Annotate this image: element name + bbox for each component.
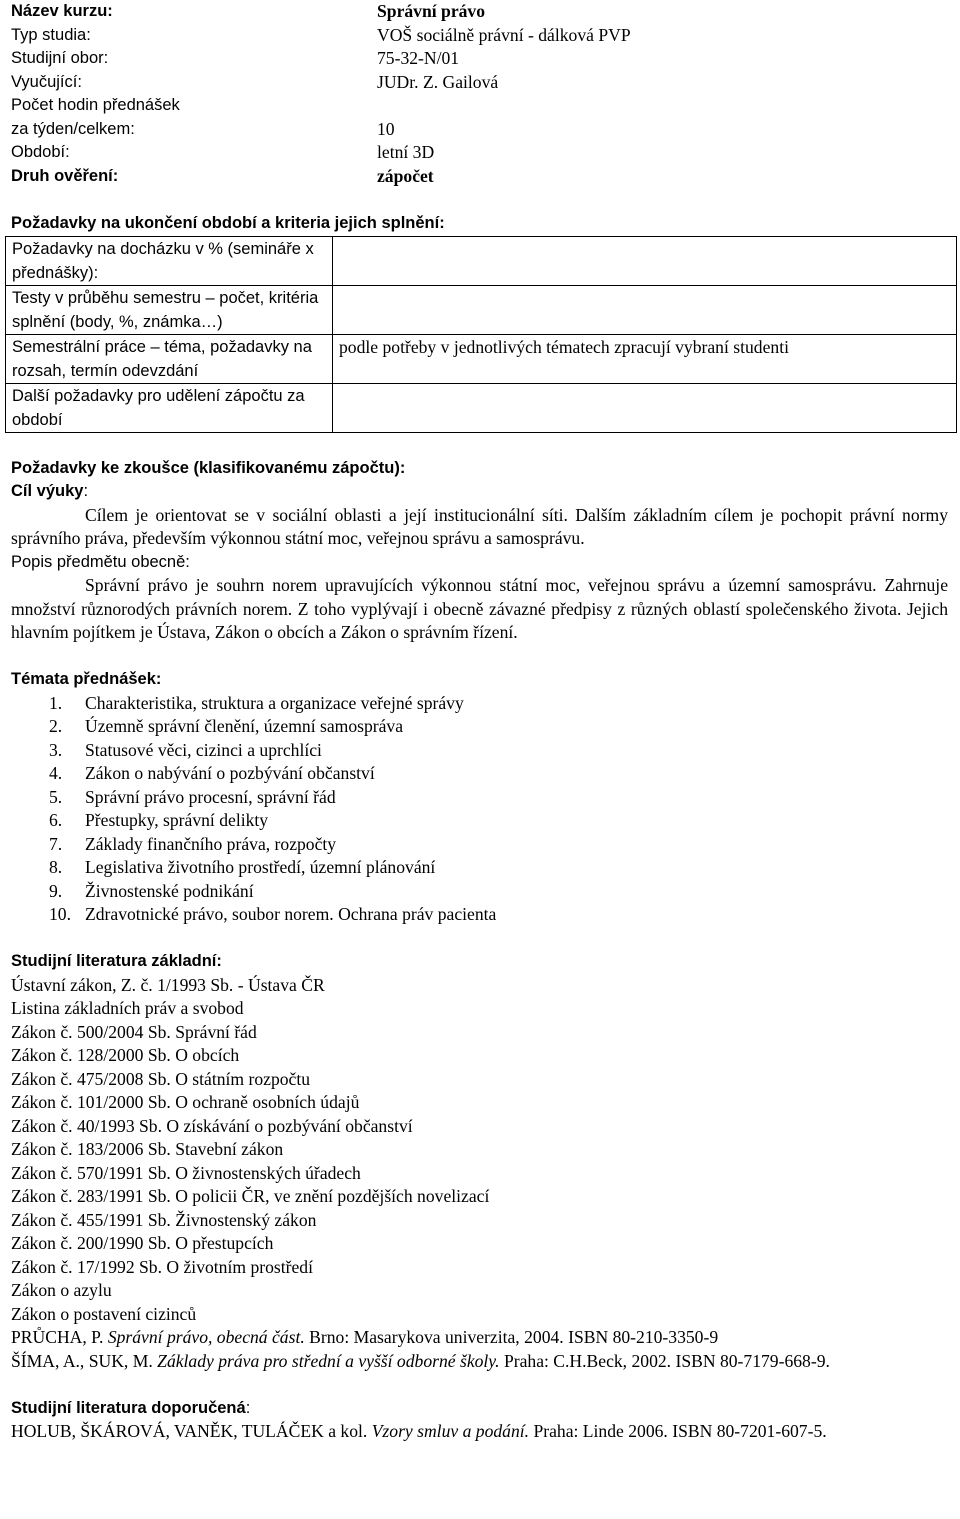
- book-title: Vzory smluv a podání.: [371, 1421, 530, 1441]
- list-item: Zákon č. 40/1993 Sb. O získávání o pozbývání občanství: [11, 1115, 413, 1136]
- list-item: Zákon č. 283/1991 Sb. O policii ČR, ve znění pozdějších novelizací: [11, 1186, 490, 1206]
- topic-number-cell: [11, 880, 85, 904]
- list-item: Zákon o azylu: [11, 1280, 112, 1300]
- topics-heading: Témata přednášek:: [11, 670, 162, 688]
- topic-text: Živnostenské podnikání: [85, 880, 254, 901]
- literature-basic-list: [11, 974, 960, 1327]
- list-item: [11, 762, 960, 786]
- topic-text: Územně správní členění, územní samospráva: [85, 716, 404, 736]
- goal-heading: [11, 480, 960, 504]
- topic-number-cell: [11, 786, 85, 810]
- topic-number-cell: [11, 856, 85, 880]
- list-item: Zákon č. 128/2000 Sb. O obcích: [11, 1045, 240, 1065]
- book-publisher: Brno: Masarykova univerzita, 2004. ISBN 80-210-3350-9: [304, 1327, 719, 1347]
- other-requirements-value: [333, 384, 957, 433]
- topic-number: 2.: [49, 716, 63, 736]
- tests-value: [333, 286, 957, 335]
- list-item: Zákon č. 17/1992 Sb. O životním prostředí: [11, 1256, 313, 1277]
- header-row: [11, 71, 960, 95]
- book-publisher: Praha: C.H.Beck, 2002. ISBN 80-7179-668-9.: [499, 1350, 830, 1371]
- list-item: [11, 880, 960, 904]
- goal-label: Cíl výuky: [11, 482, 84, 500]
- table-row: [6, 335, 957, 384]
- header-value: 75-32-N/01: [377, 48, 460, 68]
- topic-text: Základy finančního práva, rozpočty: [85, 833, 337, 854]
- description-label: Popis předmětu obecně:: [11, 552, 190, 571]
- header-value: VOŠ sociálně právní - dálková PVP: [377, 24, 631, 45]
- header-value: 10: [377, 118, 395, 139]
- topic-number-cell: [11, 833, 85, 857]
- header-value: [377, 94, 960, 118]
- tests-label: Testy v průběhu semestru – počet, kritéria splnění (body, %, známka…): [6, 286, 333, 335]
- topic-number-cell: [11, 692, 85, 716]
- literature-recommended-heading: [11, 1397, 960, 1421]
- header-row: [11, 47, 960, 71]
- exam-heading: Požadavky ke zkoušce (klasifikovanému zápočtu):: [11, 458, 406, 477]
- topic-number: 9.: [49, 880, 63, 901]
- topic-number: 8.: [49, 857, 63, 877]
- list-item: Zákon č. 183/2006 Sb. Stavební zákon: [11, 1139, 284, 1159]
- attendance-label: Požadavky na docházku v % (semináře x přednášky):: [6, 237, 333, 286]
- book-publisher: Praha: Linde 2006. ISBN 80-7201-607-5.: [529, 1421, 827, 1441]
- header-label: Počet hodin přednášek: [11, 96, 180, 114]
- topic-text: Legislativa životního prostředí, územní plánování: [85, 857, 436, 877]
- book-title: Správní právo, obecná část.: [107, 1327, 305, 1347]
- list-item: Zákon č. 475/2008 Sb. O státním rozpočtu: [11, 1068, 311, 1089]
- book-entry: [11, 1350, 948, 1374]
- table-row: [6, 286, 957, 335]
- header-row: [11, 24, 960, 48]
- requirements-heading: Požadavky na ukončení období a kriteria jejich splnění:: [11, 213, 445, 232]
- header-label: Druh ověření:: [11, 166, 119, 185]
- literature-basic-heading: Studijní literatura základní:: [11, 952, 222, 970]
- list-item: [11, 739, 960, 763]
- topic-number: 6.: [49, 810, 63, 830]
- book-author: HOLUB, ŠKÁROVÁ, VANĚK, TULÁČEK a kol.: [11, 1421, 372, 1441]
- header-value: JUDr. Z. Gailová: [377, 71, 499, 92]
- description-text: Správní právo je souhrn norem upravujících výkonnou státní moc, veřejnou správu a územní samosprávu. Zahrnuje množství různorodých právních norem. Z toho vyplývají i obecně závazné předpisy z různých oblastí společenského života. Jejich hlavním pojítkem je Ústava, Zákon o obcích a Zákon o správním řízení.: [11, 575, 948, 642]
- list-item: [11, 903, 960, 927]
- semester-work-label: Semestrální práce – téma, požadavky na rozsah, termín odevzdání: [6, 335, 333, 384]
- header-value: Správní právo: [377, 1, 486, 21]
- topic-number: 7.: [49, 833, 63, 854]
- book-author: ŠÍMA, A., SUK, M.: [11, 1350, 158, 1371]
- book-title: Základy práva pro střední a vyšší odborné školy.: [157, 1350, 500, 1371]
- header-label: Období:: [11, 143, 70, 161]
- header-value: zápočet: [377, 165, 434, 186]
- topic-number: 4.: [49, 763, 63, 783]
- topic-number: 3.: [49, 739, 63, 760]
- list-item: [11, 692, 960, 716]
- topic-number-cell: [11, 739, 85, 763]
- header-label: Typ studia:: [11, 25, 91, 44]
- list-item: Zákon č. 570/1991 Sb. O živnostenských úřadech: [11, 1162, 361, 1183]
- header-row: [11, 165, 960, 189]
- list-item: Zákon č. 455/1991 Sb. Živnostenský zákon: [11, 1209, 317, 1230]
- topic-number: 1.: [49, 692, 63, 713]
- book-entry: [11, 1420, 948, 1444]
- list-item: Zákon č. 101/2000 Sb. O ochraně osobních údajů: [11, 1092, 360, 1112]
- attendance-value: [333, 237, 957, 286]
- topic-text: Statusové věci, cizinci a uprchlíci: [85, 739, 322, 760]
- list-item: [11, 715, 960, 739]
- header-label: Studijní obor:: [11, 49, 109, 67]
- list-item: Ústavní zákon, Z. č. 1/1993 Sb. - Ústava ČR: [11, 974, 325, 995]
- topic-number-cell: [11, 762, 85, 786]
- header-label: za týden/celkem:: [11, 119, 135, 138]
- topic-text: Zdravotnické právo, soubor norem. Ochrana práv pacienta: [85, 904, 497, 924]
- list-item: [11, 809, 960, 833]
- book-entry: [11, 1326, 960, 1350]
- goal-colon: :: [83, 482, 89, 500]
- topic-text: Přestupky, správní delikty: [85, 810, 269, 830]
- topic-number: 10.: [49, 904, 71, 924]
- literature-recommended-colon: :: [245, 1398, 251, 1417]
- goal-text: Cílem je orientovat se v sociální oblasti a její institucionální síti. Dalším základním cílem je pochopit právní normy správního práva, především výkonnou státní moc, veřejnou správu a samosprávu.: [11, 504, 948, 548]
- list-item: [11, 786, 960, 810]
- literature-recommended-label: Studijní literatura doporučená: [11, 1398, 246, 1417]
- header-label: Vyučující:: [11, 72, 82, 91]
- list-item: Zákon č. 200/1990 Sb. O přestupcích: [11, 1233, 274, 1253]
- topic-number-cell: [11, 809, 85, 833]
- course-header: [11, 0, 960, 188]
- header-row: [11, 141, 960, 165]
- list-item: Zákon č. 500/2004 Sb. Správní řád: [11, 1021, 257, 1042]
- topic-text: Zákon o nabývání o pozbývání občanství: [85, 763, 375, 783]
- list-item: Listina základních práv a svobod: [11, 998, 244, 1018]
- topic-number: 5.: [49, 786, 63, 807]
- other-requirements-label: Další požadavky pro udělení zápočtu za období: [6, 384, 333, 433]
- header-row: [11, 94, 960, 118]
- list-item: Zákon o postavení cizinců: [11, 1303, 197, 1324]
- list-item: [11, 833, 960, 857]
- topic-number-cell: [11, 903, 85, 927]
- header-row: [11, 0, 960, 24]
- topic-number-cell: [11, 715, 85, 739]
- topic-text: Správní právo procesní, správní řád: [85, 786, 336, 807]
- topics-list: [11, 692, 960, 927]
- list-item: [11, 856, 960, 880]
- topic-text: Charakteristika, struktura a organizace veřejné správy: [85, 692, 464, 713]
- semester-work-value: podle potřeby v jednotlivých tématech zpracují vybraní studenti: [333, 335, 957, 384]
- requirements-table: [5, 236, 957, 433]
- table-row: [6, 237, 957, 286]
- header-row: [11, 118, 960, 142]
- table-row: [6, 384, 957, 433]
- book-author: PRŮCHA, P.: [11, 1327, 108, 1347]
- header-value: letní 3D: [377, 142, 435, 162]
- header-label: Název kurzu:: [11, 2, 113, 20]
